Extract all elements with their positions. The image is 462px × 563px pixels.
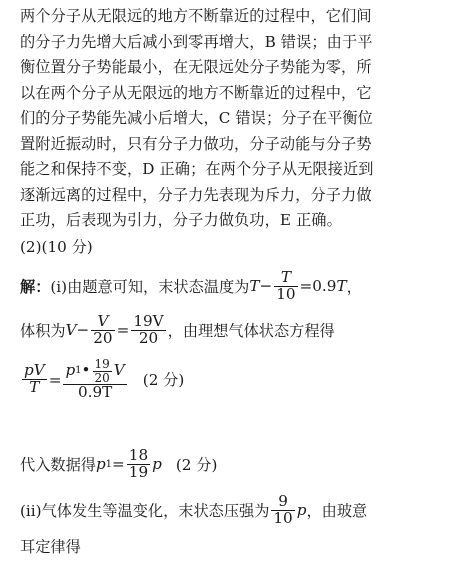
fraction-numerator: 19V bbox=[133, 312, 164, 330]
var-T: T bbox=[336, 277, 347, 296]
fraction-V-over-20 bbox=[91, 314, 114, 347]
explanation-paragraph bbox=[20, 4, 448, 234]
var-p: p bbox=[65, 361, 76, 380]
part-2-label: (2)(10 分) bbox=[20, 238, 93, 256]
text-line: 逐渐远离的过程中，分子力先表现为斥力，分子力做 bbox=[20, 185, 372, 204]
fraction-numerator bbox=[63, 358, 126, 384]
equals-value: =0.9 bbox=[299, 277, 337, 296]
text-line: 置附近振动时，只有分子力做功，分子动能与分子势 bbox=[20, 134, 372, 153]
equals-sign: = bbox=[116, 321, 130, 340]
text-line: 以在两个分子从无限远的地方不断靠近的过程中，它 bbox=[20, 83, 372, 102]
fraction-numerator: 9 bbox=[278, 492, 288, 510]
last-line-text: 耳定律得 bbox=[20, 538, 81, 556]
text-line: 衡位置分子势能最小，在无限远处分子势能为零，所 bbox=[20, 58, 372, 76]
solution-label: 解： bbox=[20, 277, 51, 296]
volume-line bbox=[20, 314, 335, 347]
volume-text: 体积为 bbox=[20, 321, 66, 340]
volume-tail-text: ，由理想气体状态方程得 bbox=[167, 321, 335, 340]
fraction-denominator: 0.9T bbox=[77, 383, 113, 402]
minus-sign: − bbox=[259, 277, 273, 296]
text-line: 的分子力先增大后减小到零再增大，B 错误；由于平 bbox=[20, 32, 373, 51]
var-V: V bbox=[113, 361, 125, 380]
fraction-numerator: T bbox=[280, 268, 291, 286]
var-T: T bbox=[249, 277, 260, 296]
fraction-numerator: pV bbox=[24, 361, 45, 380]
solution-step-1 bbox=[20, 270, 362, 303]
subscript: 1 bbox=[75, 364, 82, 376]
equals-sign: = bbox=[112, 455, 125, 474]
fraction-denominator: 20 bbox=[94, 370, 110, 385]
text-line: 两个分子从无限远的地方不断靠近的过程中，它们间 bbox=[20, 7, 372, 25]
dot-operator: • bbox=[81, 361, 91, 380]
part-2-header bbox=[20, 236, 93, 257]
score-label: (2 分) bbox=[142, 371, 185, 390]
last-line bbox=[20, 536, 81, 557]
solution-step-2 bbox=[20, 494, 367, 527]
minus-sign: − bbox=[76, 321, 90, 340]
var-p: p bbox=[95, 455, 106, 474]
fraction-9-over-10 bbox=[271, 494, 294, 527]
substitution-line bbox=[20, 448, 217, 481]
fraction-numerator: V bbox=[97, 312, 109, 330]
score-label: (2 分) bbox=[175, 455, 218, 474]
step-1-text: (ⅰ)由题意可知，末状态温度为 bbox=[50, 277, 250, 296]
comma: ， bbox=[346, 277, 362, 296]
fraction-denominator: 19 bbox=[128, 462, 149, 481]
state-equation bbox=[20, 358, 184, 401]
text-line: 能之和保持不变，D 正确；在两个分子从无限接近到 bbox=[20, 160, 374, 178]
fraction-denominator: 10 bbox=[276, 284, 296, 303]
var-p: p bbox=[296, 501, 307, 520]
var-p: p bbox=[152, 455, 162, 474]
subscript: 1 bbox=[105, 458, 113, 470]
fraction-denominator: T bbox=[29, 378, 40, 397]
fraction-19-over-20 bbox=[93, 358, 112, 384]
fraction-denominator: 20 bbox=[138, 328, 159, 347]
text-line: 正功，后表现为引力，分子力做负功，E 正确。 bbox=[20, 211, 342, 229]
fraction-pV-over-T bbox=[22, 363, 47, 396]
equals-sign: = bbox=[48, 370, 62, 389]
fraction-numerator: 19 bbox=[94, 357, 110, 371]
fraction-numerator: 18 bbox=[128, 446, 149, 464]
fraction-18-over-19 bbox=[127, 448, 150, 481]
step-2-text: (ⅱ)气体发生等温变化，末状态压强为 bbox=[20, 501, 270, 520]
fraction-19V-over-20 bbox=[131, 314, 165, 347]
substitution-text: 代入数据得 bbox=[20, 455, 96, 474]
text-line: 们的分子势能先减小后增大，C 错误；分子在平衡位 bbox=[20, 109, 373, 127]
fraction-denominator: 10 bbox=[273, 508, 293, 527]
fraction-T-over-10 bbox=[274, 270, 297, 303]
var-V: V bbox=[65, 321, 77, 340]
fraction-denominator: 20 bbox=[93, 328, 113, 347]
fraction-p1-expression bbox=[63, 358, 126, 401]
step-2-tail: ，由玻意 bbox=[306, 501, 368, 520]
